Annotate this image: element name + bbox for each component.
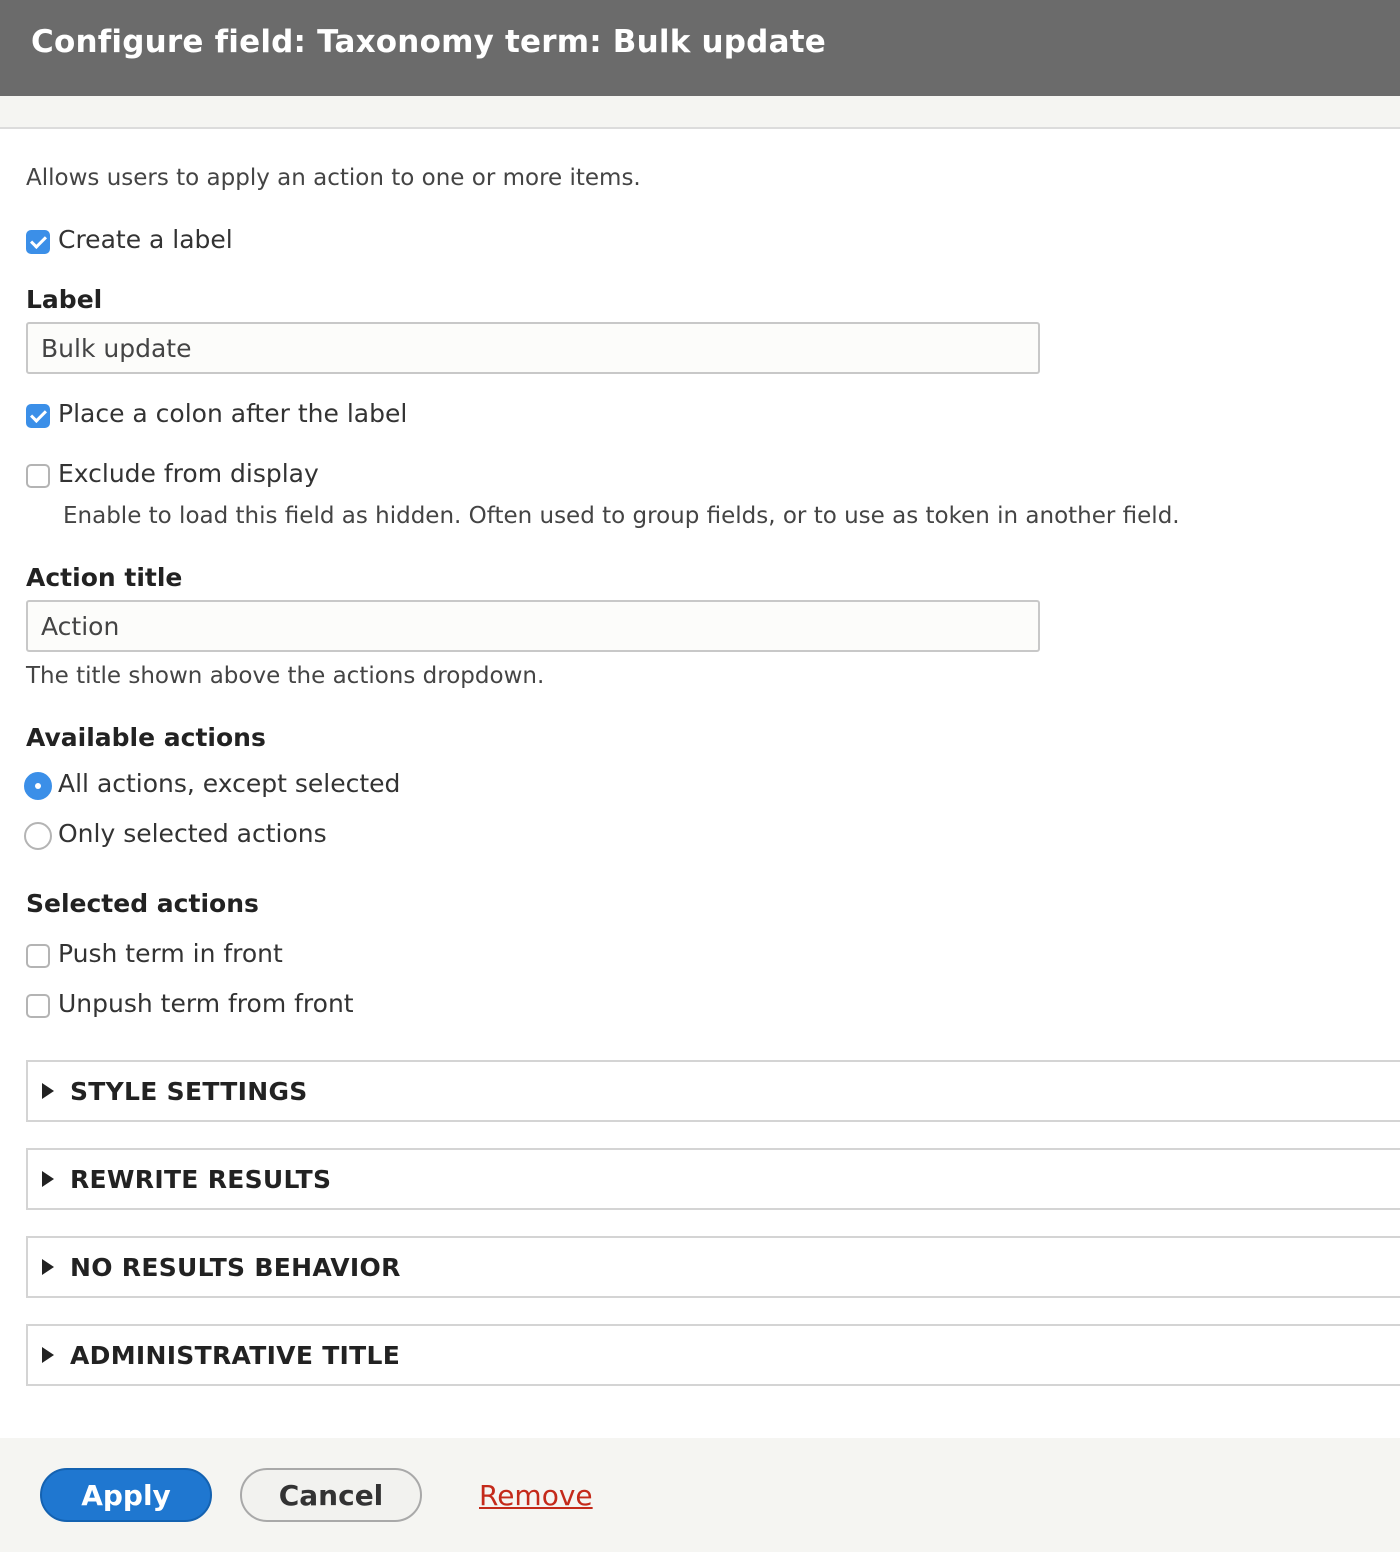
details-summary[interactable]: STYLE SETTINGS xyxy=(70,1077,308,1106)
action-title-input[interactable] xyxy=(26,600,1040,652)
triangle-right-icon xyxy=(42,1259,54,1275)
details-administrative-title[interactable] xyxy=(26,1324,1400,1386)
field-description: Allows users to apply an action to one or more items. xyxy=(26,165,641,191)
create-label-text[interactable]: Create a label xyxy=(58,225,233,254)
radio-all-actions-label[interactable]: All actions, except selected xyxy=(58,769,401,798)
details-rewrite-results[interactable] xyxy=(26,1148,1400,1210)
dialog-header-strip xyxy=(0,96,1400,129)
triangle-right-icon xyxy=(42,1347,54,1363)
apply-button[interactable]: Apply xyxy=(40,1468,212,1522)
exclude-from-display-checkbox[interactable] xyxy=(26,464,50,488)
push-term-in-front-checkbox[interactable] xyxy=(26,944,50,968)
details-summary[interactable]: ADMINISTRATIVE TITLE xyxy=(70,1341,401,1370)
details-summary[interactable]: REWRITE RESULTS xyxy=(70,1165,332,1194)
available-actions-label: Available actions xyxy=(26,723,266,752)
details-no-results-behavior[interactable] xyxy=(26,1236,1400,1298)
radio-only-selected-actions[interactable] xyxy=(24,822,52,850)
label-input[interactable] xyxy=(26,322,1040,374)
create-label-checkbox[interactable] xyxy=(26,230,50,254)
remove-link[interactable]: Remove xyxy=(479,1479,593,1512)
unpush-term-from-front-text[interactable]: Unpush term from front xyxy=(58,989,354,1018)
details-style-settings[interactable] xyxy=(26,1060,1400,1122)
details-summary[interactable]: NO RESULTS BEHAVIOR xyxy=(70,1253,401,1282)
dialog-titlebar xyxy=(0,0,1400,96)
exclude-from-display-description: Enable to load this field as hidden. Often used to group fields, or to use as token in another field. xyxy=(63,503,1180,529)
push-term-in-front-text[interactable]: Push term in front xyxy=(58,939,283,968)
selected-actions-label: Selected actions xyxy=(26,889,259,918)
dialog-title: Configure field: Taxonomy term: Bulk update xyxy=(31,24,826,60)
exclude-from-display-text[interactable]: Exclude from display xyxy=(58,459,319,488)
unpush-term-from-front-checkbox[interactable] xyxy=(26,994,50,1018)
triangle-right-icon xyxy=(42,1171,54,1187)
action-title-label: Action title xyxy=(26,563,183,592)
radio-only-selected-label[interactable]: Only selected actions xyxy=(58,819,327,848)
label-field-label: Label xyxy=(26,285,103,314)
dialog-content xyxy=(0,129,1400,1438)
colon-after-label-text[interactable]: Place a colon after the label xyxy=(58,399,408,428)
action-title-description: The title shown above the actions dropdown. xyxy=(26,663,545,689)
dialog-footer xyxy=(0,1438,1400,1552)
triangle-right-icon xyxy=(42,1083,54,1099)
cancel-button[interactable]: Cancel xyxy=(240,1468,422,1522)
radio-all-actions-except-selected[interactable] xyxy=(24,772,52,800)
colon-after-label-checkbox[interactable] xyxy=(26,404,50,428)
